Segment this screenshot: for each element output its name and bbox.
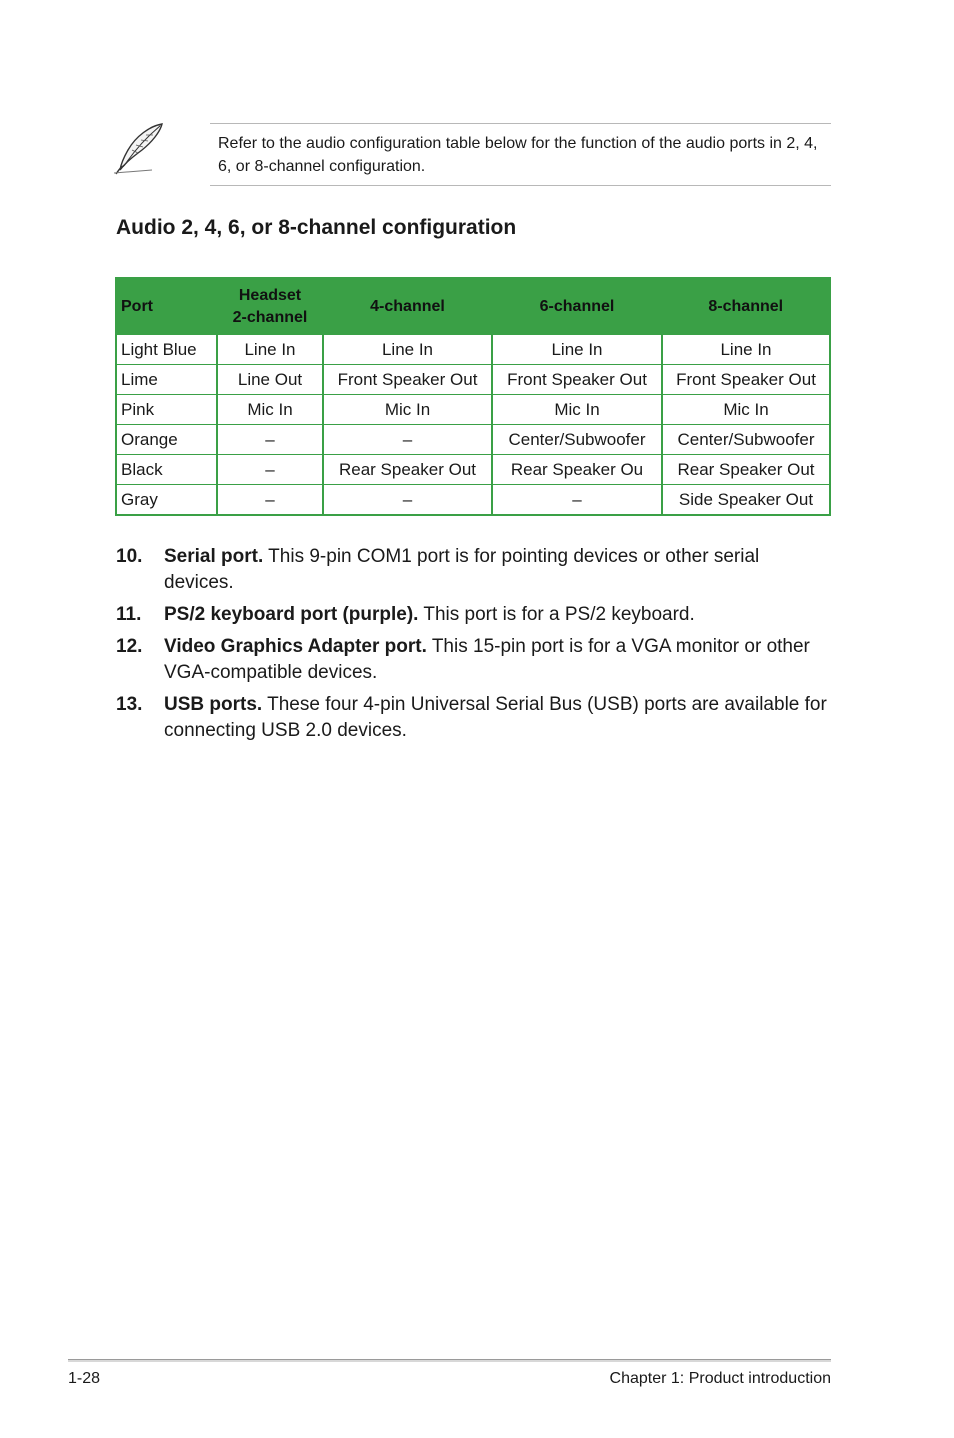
header-headset-line1: Headset (238, 286, 302, 304)
item-title: PS/2 keyboard port (purple). (164, 604, 419, 625)
cell-6-channel: Rear Speaker Ou (492, 455, 662, 485)
header-6-channel: 6-channel (492, 279, 662, 335)
cell-8-channel: Side Speaker Out (662, 485, 829, 515)
cell-port: Black (117, 455, 217, 485)
header-port: Port (117, 279, 217, 335)
cell-port: Light Blue (117, 335, 217, 365)
item-text: This 15-pin port is for a VGA monitor or other VGA-compatible devices. (164, 636, 810, 683)
chapter-title: Chapter 1: Product introduction (609, 1370, 831, 1387)
list-item (116, 544, 831, 596)
port-description-list (116, 544, 831, 750)
cell-headset: – (217, 455, 323, 485)
header-headset-line2: 2-channel (232, 308, 308, 326)
item-number: 12. (116, 636, 143, 657)
cell-4-channel: – (323, 485, 492, 515)
cell-6-channel: Mic In (492, 395, 662, 425)
table-row (117, 335, 829, 365)
item-text: These four 4-pin Universal Serial Bus (USB) ports are available for connecting USB 2.0 devices. (164, 694, 827, 741)
note-box (210, 123, 831, 186)
cell-port: Gray (117, 485, 217, 515)
cell-4-channel: Mic In (323, 395, 492, 425)
audio-config-table (115, 277, 831, 516)
cell-port: Lime (117, 365, 217, 395)
cell-4-channel: Line In (323, 335, 492, 365)
footer-divider (68, 1359, 831, 1362)
item-number: 13. (116, 694, 143, 715)
cell-8-channel: Mic In (662, 395, 829, 425)
item-title: USB ports. (164, 694, 263, 715)
cell-4-channel: Front Speaker Out (323, 365, 492, 395)
item-title: Video Graphics Adapter port. (164, 636, 427, 657)
table-row (117, 425, 829, 455)
cell-headset: Mic In (217, 395, 323, 425)
item-text: This port is for a PS/2 keyboard. (418, 604, 695, 625)
table-row (117, 455, 829, 485)
item-title: Serial port. (164, 546, 264, 567)
cell-headset: Line In (217, 335, 323, 365)
header-headset (217, 279, 323, 335)
cell-8-channel: Front Speaker Out (662, 365, 829, 395)
cell-8-channel: Line In (662, 335, 829, 365)
table-row (117, 395, 829, 425)
item-text: This 9-pin COM1 port is for pointing devices or other serial devices. (164, 546, 760, 593)
cell-6-channel: – (492, 485, 662, 515)
page-number: 1-28 (68, 1370, 101, 1387)
header-4-channel: 4-channel (323, 279, 492, 335)
list-item (116, 634, 831, 686)
cell-headset: – (217, 425, 323, 455)
header-8-channel: 8-channel (662, 279, 829, 335)
section-title: Audio 2, 4, 6, or 8-channel configuration (116, 216, 517, 239)
cell-port: Pink (117, 395, 217, 425)
cell-headset: – (217, 485, 323, 515)
cell-4-channel: Rear Speaker Out (323, 455, 492, 485)
cell-6-channel: Front Speaker Out (492, 365, 662, 395)
list-item (116, 602, 831, 628)
item-number: 11. (116, 604, 142, 625)
cell-8-channel: Center/Subwoofer (662, 425, 829, 455)
feather-quill-icon (112, 120, 166, 176)
item-number: 10. (116, 546, 143, 567)
cell-6-channel: Line In (492, 335, 662, 365)
cell-8-channel: Rear Speaker Out (662, 455, 829, 485)
note-text: Refer to the audio configuration table below for the function of the audio ports in 2, 4, 6, or 8-channel configuration. (218, 135, 818, 175)
cell-port: Orange (117, 425, 217, 455)
table-header-row (117, 279, 829, 335)
cell-headset: Line Out (217, 365, 323, 395)
table-row (117, 365, 829, 395)
cell-6-channel: Center/Subwoofer (492, 425, 662, 455)
list-item (116, 692, 831, 744)
table-row (117, 485, 829, 515)
cell-4-channel: – (323, 425, 492, 455)
